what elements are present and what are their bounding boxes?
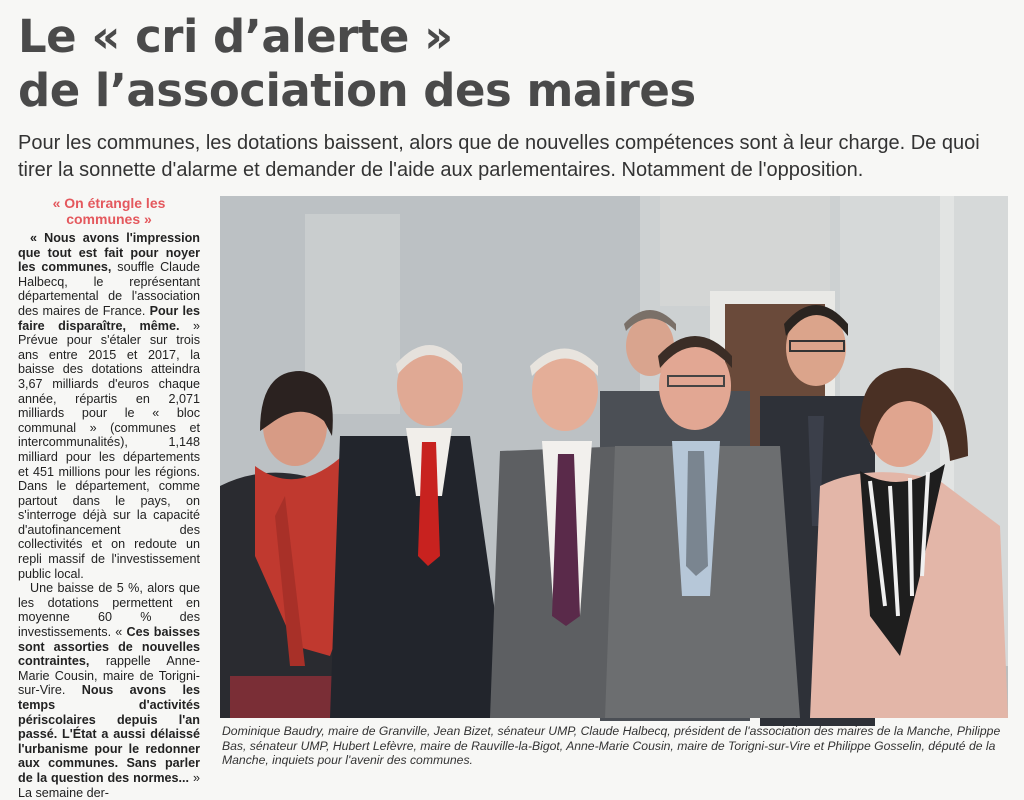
paragraph-1 [18, 231, 200, 581]
quote-bold: Pour les faire disparaître, même. [18, 303, 200, 333]
standfirst: Pour les communes, les dotations baissent, alors que de nouvelles compétences sont à leur charge. De quoi tirer la sonnette d'alarme et demander de l'aide aux parlementaires. Notamment de l'opposition. [18, 132, 980, 181]
quote-bold: Ces baisses sont assorties de nouvelles contraintes, [18, 625, 200, 669]
paragraph-2 [18, 581, 200, 800]
body-text: rappelle Anne-Marie Cousin, maire de Torigni-sur-Vire. [18, 654, 200, 698]
body-text: Une baisse de 5 %, alors que les dotations permettent en moyenne 60 % des investissements. « [18, 581, 200, 640]
photo-caption: Dominique Baudry, maire de Granville, Jean Bizet, sénateur UMP, Claude Halbecq, président de l'association des maires de la Manche, Philippe Bas, sénateur UMP, Hubert Lefèvre, maire de Rauville-la-Bigot, Anne-Marie Cousin, maire de Torigni-sur-Vire et Philippe Gosselin, député de la Manche, inquiets pour l'avenir des communes. [222, 724, 1001, 768]
group-photo [220, 196, 1008, 718]
headline-line-1: Le « cri d’alerte » [18, 10, 453, 63]
headline [18, 10, 1008, 118]
body-text: » La semaine der- [18, 770, 200, 800]
intertitle: « On étrangle les communes » [52, 195, 166, 227]
quote-bold: Nous avons les temps d'activités périscolaires depuis l'an passé. L'État a aussi délaissé l'urbanisme pour le redonner aux communes. Sans parler de la question des normes... [18, 683, 201, 785]
body-text: » Prévue pour s'étaler sur trois ans entre 2015 et 2017, la baisse des dotations atteindra 3,67 milliards d'euros chaque année, répartis en 2,071 milliards pour le « bloc communal » (communes et intercommunalités), 1,148 milliard pour les départements et 451 millions pour les régions. Dans le département, comme partout dans le pays, on s'interroge déjà sur la capacité d'autofinancement des collectivités et on redoute un repli massif de l'investissement public local. [18, 318, 200, 581]
article-column [18, 195, 201, 800]
quote-bold: « Nous avons l'impression que tout est fait pour noyer les communes, [18, 231, 200, 275]
headline-line-2: de l’association des maires [18, 64, 696, 117]
body-text: souffle Claude Halbecq, le représentant départemental de l'association des maires de France. [18, 260, 200, 318]
group-photo-illustration [220, 196, 1008, 718]
